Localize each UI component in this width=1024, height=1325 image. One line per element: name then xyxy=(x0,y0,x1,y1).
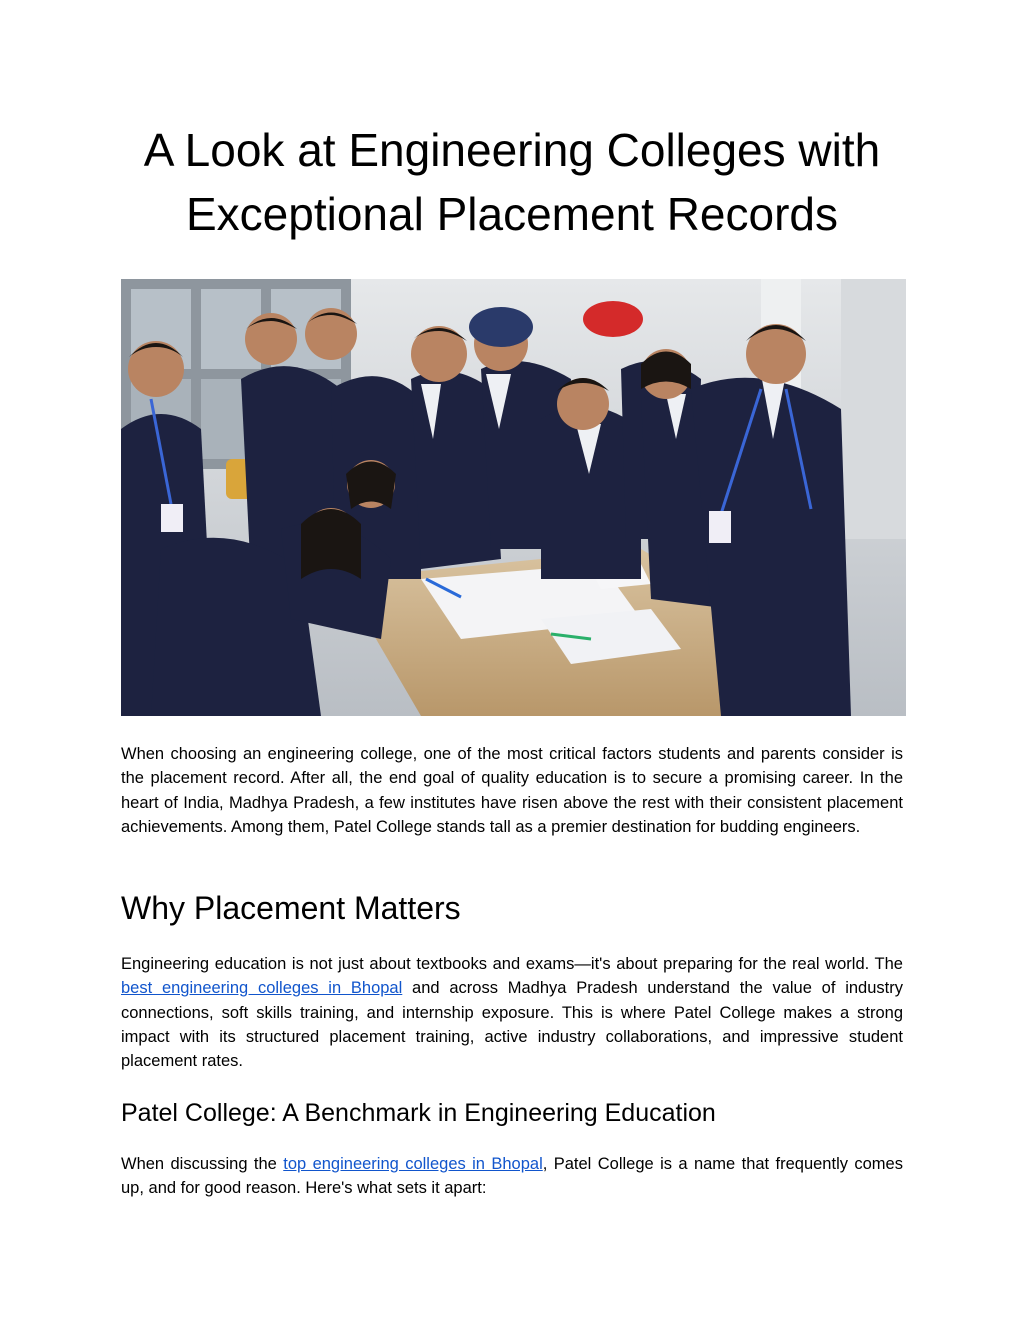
patel-college-paragraph xyxy=(121,1152,903,1201)
placement-text-start: Engineering education is not just about textbooks and exams—it's about preparing for the real world. The xyxy=(121,955,903,973)
document-title: A Look at Engineering Colleges with Exceptional Placement Records xyxy=(143,124,881,240)
placement-paragraph xyxy=(121,952,903,1073)
section-heading-why-placement: Why Placement Matters xyxy=(121,890,461,926)
patel-text-end: , Patel College is a name that frequently comes up, and for good reason. Here's what sets it apart: xyxy=(121,1155,903,1198)
patel-text-start: When discussing the xyxy=(121,1155,284,1173)
placement-text-end: and across Madhya Pradesh understand the value of industry connections, soft skills training, and internship exposure. This is where Patel College makes a strong impact with its structured placement training, active industry collaborations, and impressive student placement rates. xyxy=(121,979,903,1071)
top-engineering-colleges-link[interactable]: top engineering colleges in Bhopal xyxy=(283,1155,543,1173)
section-heading-patel-college: Patel College: A Benchmark in Engineering Education xyxy=(121,1099,716,1127)
students-group-photo xyxy=(121,279,906,716)
best-engineering-colleges-link[interactable]: best engineering colleges in Bhopal xyxy=(121,979,403,998)
intro-paragraph: When choosing an engineering college, one of the most critical factors students and parents consider is the placement record. After all, the end goal of quality education is to secure a promising career. In the heart of India, Madhya Pradesh, a few institutes have risen above the rest with their consistent placement achievements. Among them, Patel College stands tall as a premier destination for budding engineers. xyxy=(121,745,903,836)
